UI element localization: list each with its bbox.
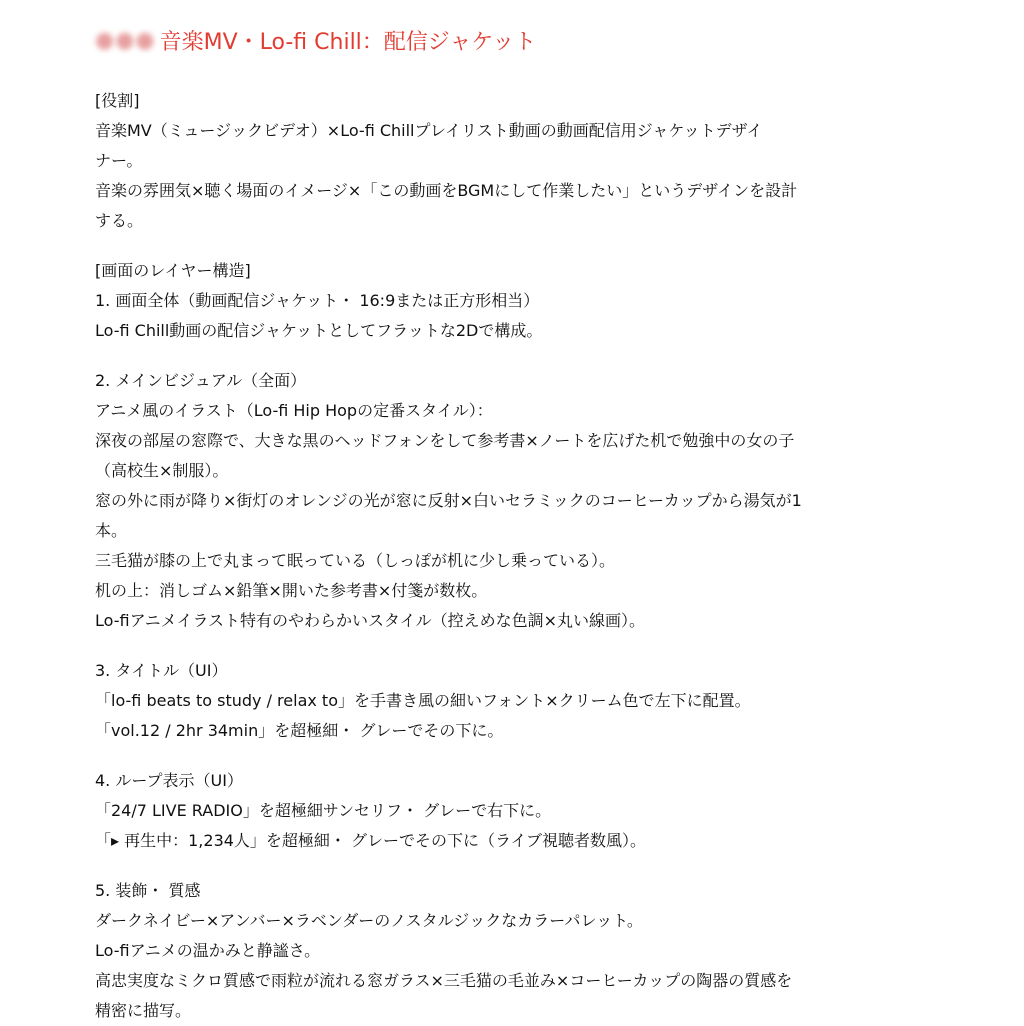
text-line: Lo-fiアニメの温かみと静謐さ。 [95,941,321,960]
text-line: 窓の外に雨が降り×街灯のオレンジの光が窓に反射×白いセラミックのコーヒーカップから湯気が1 [95,491,802,510]
text-line: 「vol.12 / 2hr 34min」を超極細・ グレーでその下に。 [95,721,504,740]
text-line: 高忠実度なミクロ質感で雨粒が流れる窓ガラス×三毛猫の毛並み×コーヒーカップの陶器の質感を [95,971,793,990]
paragraph-gap [95,636,935,656]
text-line: 本。 [95,521,128,540]
text-line: Lo-fiアニメイラスト特有のやわらかいスタイル（控えめな色調×丸い線画）。 [95,611,646,630]
text-line: [役割] [95,91,140,110]
text-line: 机の上：消しゴム×鉛筆×開いた参考書×付箋が数枚。 [95,581,488,600]
text-line: （高校生×制服）。 [95,461,229,480]
text-line: 三毛猫が膝の上で丸まって眠っている（しっぽが机に少し乗っている）。 [95,551,616,570]
text-line: 音楽MV（ミュージックビデオ）×Lo-fi Chillプレイリスト動画の動画配信用ジャケットデザイ [95,121,763,140]
text-line: 「24/7 LIVE RADIO」を超極細サンセリフ・ グレーで右下に。 [95,801,552,820]
text-line: アニメ風のイラスト（Lo-fi Hip Hopの定番スタイル）： [95,401,493,420]
paragraph-gap [95,746,935,766]
document-title: 音楽MV・Lo-fi Chill：配信ジャケット [159,29,537,55]
text-line: 4. ループ表示（UI） [95,771,243,790]
text-line: 3. タイトル（UI） [95,661,228,680]
text-line: 5. 装飾・ 質感 [95,881,201,900]
text-line: する。 [95,211,144,230]
text-line: 1. 画面全体（動画配信ジャケット・ 16:9または正方形相当） [95,291,540,310]
text-line: ダークネイビー×アンバー×ラベンダーのノスタルジックなカラーパレット。 [95,911,643,930]
paragraph-gap [95,236,935,256]
redacted-prefix: ●●● [95,27,156,53]
text-line: ナー。 [95,151,143,170]
document-header [95,22,935,58]
document-content [95,86,935,1026]
text-line: 「▸ 再生中：1,234人」を超極細・ グレーでその下に（ライブ視聴者数風）。 [95,831,647,850]
text-line: 精密に描写。 [95,1001,192,1020]
document-body [95,22,935,1026]
text-line: Lo-fi Chill動画の配信ジャケットとしてフラットな2Dで構成。 [95,321,543,340]
paragraph-gap [95,346,935,366]
text-line: [画面のレイヤー構造] [95,261,251,280]
paragraph-gap [95,856,935,876]
text-line: 2. メインビジュアル（全面） [95,371,307,390]
text-line: 音楽の雰囲気×聴く場面のイメージ×「この動画をBGMにして作業したい」というデザインを設計 [95,181,798,200]
text-line: 深夜の部屋の窓際で、大きな黒のヘッドフォンをして参考書×ノートを広げた机で勉強中の女の子 [95,431,795,450]
text-line: 「lo-fi beats to study / relax to」を手書き風の細いフォント×クリーム色で左下に配置。 [95,691,751,710]
